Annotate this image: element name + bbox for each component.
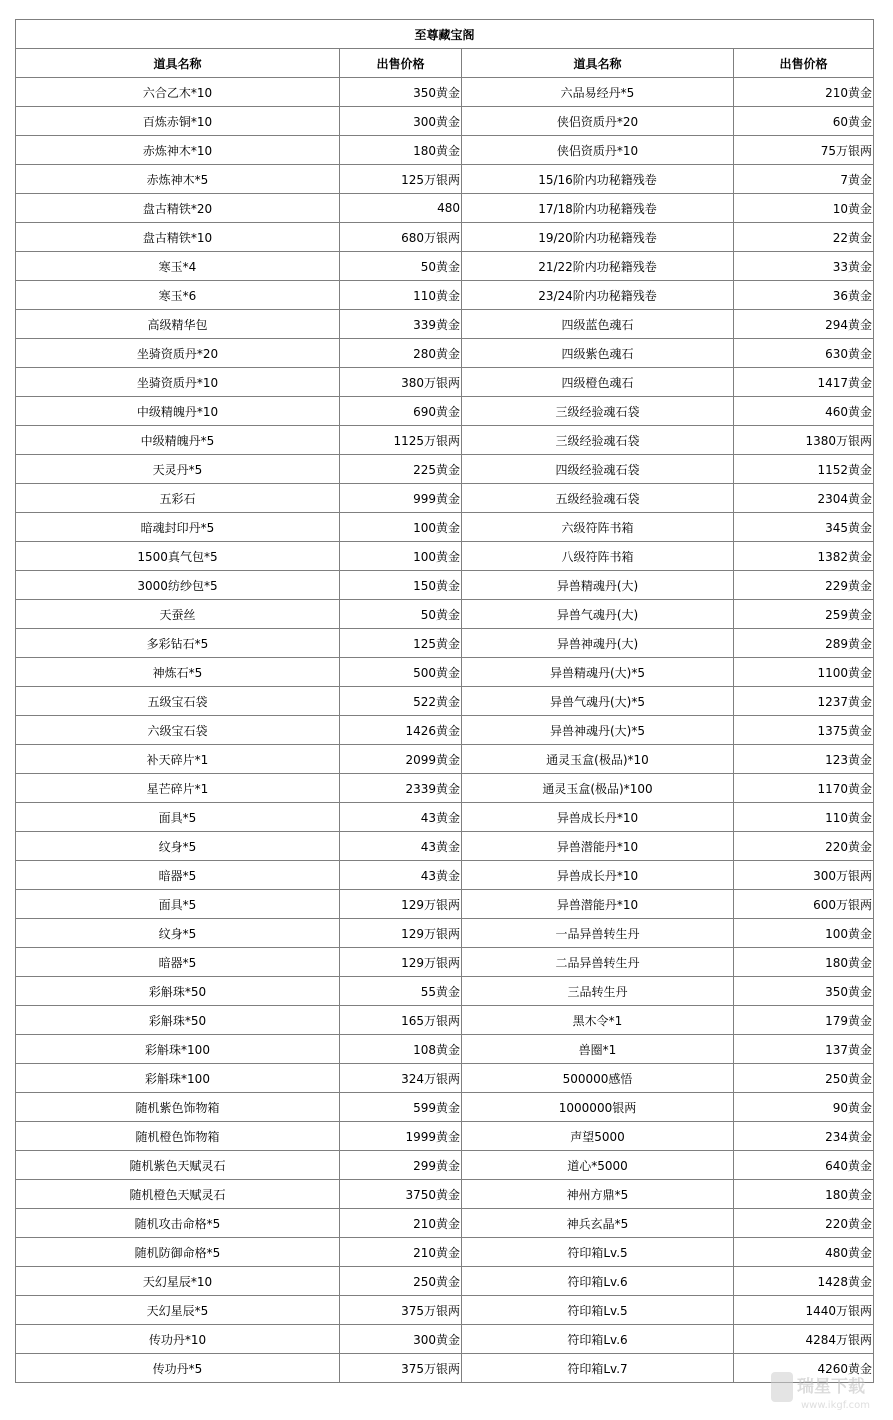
item-price-cell: 1152黄金 (734, 455, 874, 484)
table-row (16, 455, 874, 484)
item-name-cell: 符印箱Lv.6 (462, 1267, 734, 1296)
item-name-cell: 21/22阶内功秘籍残卷 (462, 252, 734, 281)
item-name-cell: 纹身*5 (16, 832, 340, 861)
item-name-cell: 异兽气魂丹(大) (462, 600, 734, 629)
item-price-cell: 375万银两 (340, 1296, 462, 1325)
item-name-cell: 高级精华包 (16, 310, 340, 339)
item-price-cell: 33黄金 (734, 252, 874, 281)
item-price-cell: 100黄金 (734, 919, 874, 948)
item-price-cell: 1382黄金 (734, 542, 874, 571)
item-name-cell: 异兽潜能丹*10 (462, 890, 734, 919)
item-price-cell: 300黄金 (340, 107, 462, 136)
table-body (16, 78, 874, 1383)
item-name-cell: 四级紫色魂石 (462, 339, 734, 368)
item-price-cell: 259黄金 (734, 600, 874, 629)
watermark-url: www.ikgf.com (801, 1400, 871, 1411)
item-name-cell: 随机紫色饰物箱 (16, 1093, 340, 1122)
item-price-cell: 522黄金 (340, 687, 462, 716)
item-name-cell: 彩斛珠*50 (16, 1006, 340, 1035)
item-price-cell: 210黄金 (340, 1238, 462, 1267)
item-price-cell: 1440万银两 (734, 1296, 874, 1325)
item-price-cell: 289黄金 (734, 629, 874, 658)
table-row (16, 1064, 874, 1093)
item-name-cell: 暗器*5 (16, 948, 340, 977)
item-price-cell: 137黄金 (734, 1035, 874, 1064)
item-name-cell: 侠侣资质丹*10 (462, 136, 734, 165)
item-name-cell: 随机防御命格*5 (16, 1238, 340, 1267)
item-price-cell: 600万银两 (734, 890, 874, 919)
table-row (16, 658, 874, 687)
item-price-cell: 179黄金 (734, 1006, 874, 1035)
item-name-cell: 1000000银两 (462, 1093, 734, 1122)
table-row (16, 774, 874, 803)
item-name-cell: 彩斛珠*50 (16, 977, 340, 1006)
item-price-cell: 129万银两 (340, 919, 462, 948)
item-price-cell: 500黄金 (340, 658, 462, 687)
table-row (16, 513, 874, 542)
item-price-cell: 125万银两 (340, 165, 462, 194)
item-name-cell: 四级蓝色魂石 (462, 310, 734, 339)
item-price-cell: 1237黄金 (734, 687, 874, 716)
item-price-cell: 380万银两 (340, 368, 462, 397)
item-price-cell: 324万银两 (340, 1064, 462, 1093)
item-name-cell: 符印箱Lv.6 (462, 1325, 734, 1354)
item-name-cell: 五彩石 (16, 484, 340, 513)
item-name-cell: 盘古精铁*10 (16, 223, 340, 252)
item-price-cell: 680万银两 (340, 223, 462, 252)
item-name-cell: 黑木令*1 (462, 1006, 734, 1035)
item-name-cell: 通灵玉盒(极品)*100 (462, 774, 734, 803)
table-row (16, 78, 874, 107)
item-price-cell: 55黄金 (340, 977, 462, 1006)
item-price-cell: 2304黄金 (734, 484, 874, 513)
item-name-cell: 神兵玄晶*5 (462, 1209, 734, 1238)
shop-price-table (15, 19, 874, 1383)
table-row (16, 716, 874, 745)
item-price-cell: 129万银两 (340, 890, 462, 919)
item-price-cell: 1100黄金 (734, 658, 874, 687)
table-row (16, 745, 874, 774)
item-name-cell: 彩斛珠*100 (16, 1064, 340, 1093)
item-price-cell: 1426黄金 (340, 716, 462, 745)
item-price-cell: 640黄金 (734, 1151, 874, 1180)
item-name-cell: 坐骑资质丹*20 (16, 339, 340, 368)
item-price-cell: 350黄金 (340, 78, 462, 107)
item-name-cell: 三级经验魂石袋 (462, 397, 734, 426)
table-row (16, 600, 874, 629)
item-price-cell: 2339黄金 (340, 774, 462, 803)
item-price-cell: 300万银两 (734, 861, 874, 890)
item-name-cell: 随机攻击命格*5 (16, 1209, 340, 1238)
item-price-cell: 229黄金 (734, 571, 874, 600)
item-price-cell: 480黄金 (734, 1238, 874, 1267)
table-row (16, 368, 874, 397)
item-name-cell: 彩斛珠*100 (16, 1035, 340, 1064)
item-name-cell: 道心*5000 (462, 1151, 734, 1180)
item-name-cell: 声望5000 (462, 1122, 734, 1151)
table-row (16, 832, 874, 861)
item-name-cell: 二品异兽转生丹 (462, 948, 734, 977)
item-price-cell: 100黄金 (340, 513, 462, 542)
item-price-cell: 50黄金 (340, 252, 462, 281)
item-name-cell: 符印箱Lv.7 (462, 1354, 734, 1383)
item-name-cell: 天蚕丝 (16, 600, 340, 629)
item-name-cell: 赤炼神木*10 (16, 136, 340, 165)
item-name-cell: 一品异兽转生丹 (462, 919, 734, 948)
item-price-cell: 234黄金 (734, 1122, 874, 1151)
item-name-cell: 异兽精魂丹(大)*5 (462, 658, 734, 687)
item-price-cell: 4284万银两 (734, 1325, 874, 1354)
item-price-cell: 125黄金 (340, 629, 462, 658)
item-price-cell: 599黄金 (340, 1093, 462, 1122)
item-price-cell: 43黄金 (340, 803, 462, 832)
table-row (16, 310, 874, 339)
item-name-cell: 多彩钻石*5 (16, 629, 340, 658)
item-price-cell: 10黄金 (734, 194, 874, 223)
table-row (16, 1296, 874, 1325)
table-row (16, 1151, 874, 1180)
item-price-cell: 294黄金 (734, 310, 874, 339)
item-price-cell: 129万银两 (340, 948, 462, 977)
item-name-cell: 中级精魄丹*10 (16, 397, 340, 426)
item-price-cell: 375万银两 (340, 1354, 462, 1383)
item-price-cell: 4260黄金 (734, 1354, 874, 1383)
item-price-cell: 36黄金 (734, 281, 874, 310)
item-name-cell: 异兽神魂丹(大)*5 (462, 716, 734, 745)
item-name-cell: 四级经验魂石袋 (462, 455, 734, 484)
item-name-cell: 神炼石*5 (16, 658, 340, 687)
table-row (16, 890, 874, 919)
item-name-cell: 1500真气包*5 (16, 542, 340, 571)
item-name-cell: 随机紫色天赋灵石 (16, 1151, 340, 1180)
item-price-cell: 7黄金 (734, 165, 874, 194)
item-name-cell: 面具*5 (16, 890, 340, 919)
header-item-name: 道具名称 (16, 49, 340, 78)
item-name-cell: 天幻星辰*5 (16, 1296, 340, 1325)
item-price-cell: 250黄金 (340, 1267, 462, 1296)
table-row (16, 339, 874, 368)
item-name-cell: 侠侣资质丹*20 (462, 107, 734, 136)
item-price-cell: 999黄金 (340, 484, 462, 513)
item-price-cell: 75万银两 (734, 136, 874, 165)
item-name-cell: 赤炼神木*5 (16, 165, 340, 194)
item-name-cell: 3000纺纱包*5 (16, 571, 340, 600)
item-name-cell: 异兽气魂丹(大)*5 (462, 687, 734, 716)
item-price-cell: 43黄金 (340, 861, 462, 890)
watermark-text: 瑞星下载 (797, 1377, 865, 1397)
item-price-cell: 1380万银两 (734, 426, 874, 455)
item-name-cell: 异兽精魂丹(大) (462, 571, 734, 600)
item-price-cell: 123黄金 (734, 745, 874, 774)
item-price-cell: 250黄金 (734, 1064, 874, 1093)
table-row (16, 397, 874, 426)
item-name-cell: 随机橙色天赋灵石 (16, 1180, 340, 1209)
table-row (16, 252, 874, 281)
item-name-cell: 异兽神魂丹(大) (462, 629, 734, 658)
item-price-cell: 2099黄金 (340, 745, 462, 774)
item-name-cell: 四级橙色魂石 (462, 368, 734, 397)
item-name-cell: 异兽成长丹*10 (462, 861, 734, 890)
item-name-cell: 神州方鼎*5 (462, 1180, 734, 1209)
item-name-cell: 19/20阶内功秘籍残卷 (462, 223, 734, 252)
item-price-cell: 300黄金 (340, 1325, 462, 1354)
item-name-cell: 随机橙色饰物箱 (16, 1122, 340, 1151)
table-row (16, 194, 874, 223)
item-name-cell: 17/18阶内功秘籍残卷 (462, 194, 734, 223)
item-price-cell: 299黄金 (340, 1151, 462, 1180)
item-name-cell: 符印箱Lv.5 (462, 1296, 734, 1325)
table-row (16, 571, 874, 600)
item-price-cell: 280黄金 (340, 339, 462, 368)
table-row (16, 281, 874, 310)
item-name-cell: 500000感悟 (462, 1064, 734, 1093)
item-name-cell: 面具*5 (16, 803, 340, 832)
item-name-cell: 五级经验魂石袋 (462, 484, 734, 513)
table-row (16, 919, 874, 948)
item-price-cell: 225黄金 (340, 455, 462, 484)
item-name-cell: 六合乙木*10 (16, 78, 340, 107)
item-price-cell: 630黄金 (734, 339, 874, 368)
item-price-cell: 60黄金 (734, 107, 874, 136)
item-price-cell: 165万银两 (340, 1006, 462, 1035)
item-name-cell: 补天碎片*1 (16, 745, 340, 774)
item-name-cell: 三品转生丹 (462, 977, 734, 1006)
item-name-cell: 六品易经丹*5 (462, 78, 734, 107)
item-price-cell: 480 (340, 194, 462, 223)
item-price-cell: 100黄金 (340, 542, 462, 571)
header-item-name: 道具名称 (462, 49, 734, 78)
table-row (16, 136, 874, 165)
item-name-cell: 六级宝石袋 (16, 716, 340, 745)
item-price-cell: 350黄金 (734, 977, 874, 1006)
table-row (16, 1267, 874, 1296)
item-price-cell: 220黄金 (734, 1209, 874, 1238)
item-price-cell: 1125万银两 (340, 426, 462, 455)
item-price-cell: 22黄金 (734, 223, 874, 252)
item-name-cell: 15/16阶内功秘籍残卷 (462, 165, 734, 194)
item-name-cell: 兽圈*1 (462, 1035, 734, 1064)
table-row (16, 1093, 874, 1122)
item-name-cell: 天灵丹*5 (16, 455, 340, 484)
item-name-cell: 异兽潜能丹*10 (462, 832, 734, 861)
item-price-cell: 1999黄金 (340, 1122, 462, 1151)
item-name-cell: 盘古精铁*20 (16, 194, 340, 223)
table-row (16, 165, 874, 194)
item-price-cell: 150黄金 (340, 571, 462, 600)
item-price-cell: 339黄金 (340, 310, 462, 339)
table-row (16, 977, 874, 1006)
table-row (16, 1180, 874, 1209)
table-row (16, 223, 874, 252)
item-name-cell: 天幻星辰*10 (16, 1267, 340, 1296)
table-row (16, 1238, 874, 1267)
item-price-cell: 1375黄金 (734, 716, 874, 745)
table-row (16, 542, 874, 571)
table-row (16, 1006, 874, 1035)
item-price-cell: 1170黄金 (734, 774, 874, 803)
header-sale-price: 出售价格 (734, 49, 874, 78)
table-row (16, 484, 874, 513)
item-name-cell: 符印箱Lv.5 (462, 1238, 734, 1267)
item-name-cell: 传功丹*5 (16, 1354, 340, 1383)
item-price-cell: 1428黄金 (734, 1267, 874, 1296)
item-price-cell: 3750黄金 (340, 1180, 462, 1209)
table-row (16, 803, 874, 832)
table-row (16, 426, 874, 455)
table-row (16, 861, 874, 890)
item-name-cell: 23/24阶内功秘籍残卷 (462, 281, 734, 310)
item-name-cell: 六级符阵书箱 (462, 513, 734, 542)
item-name-cell: 传功丹*10 (16, 1325, 340, 1354)
item-name-cell: 通灵玉盒(极品)*10 (462, 745, 734, 774)
header-sale-price: 出售价格 (340, 49, 462, 78)
item-price-cell: 180黄金 (734, 1180, 874, 1209)
table-row (16, 1209, 874, 1238)
item-name-cell: 异兽成长丹*10 (462, 803, 734, 832)
item-name-cell: 寒玉*6 (16, 281, 340, 310)
table-row (16, 687, 874, 716)
item-price-cell: 43黄金 (340, 832, 462, 861)
item-price-cell: 690黄金 (340, 397, 462, 426)
item-name-cell: 星芒碎片*1 (16, 774, 340, 803)
item-price-cell: 220黄金 (734, 832, 874, 861)
table-title: 至尊藏宝阁 (16, 20, 874, 49)
item-name-cell: 坐骑资质丹*10 (16, 368, 340, 397)
item-name-cell: 百炼赤铜*10 (16, 107, 340, 136)
table-row (16, 948, 874, 977)
item-price-cell: 108黄金 (340, 1035, 462, 1064)
table-row (16, 1035, 874, 1064)
item-name-cell: 纹身*5 (16, 919, 340, 948)
item-name-cell: 八级符阵书箱 (462, 542, 734, 571)
item-price-cell: 180黄金 (340, 136, 462, 165)
item-name-cell: 寒玉*4 (16, 252, 340, 281)
item-price-cell: 460黄金 (734, 397, 874, 426)
item-price-cell: 210黄金 (340, 1209, 462, 1238)
table-row (16, 1122, 874, 1151)
table-row (16, 1325, 874, 1354)
item-price-cell: 50黄金 (340, 600, 462, 629)
item-price-cell: 180黄金 (734, 948, 874, 977)
item-price-cell: 1417黄金 (734, 368, 874, 397)
table-row (16, 629, 874, 658)
item-name-cell: 中级精魄丹*5 (16, 426, 340, 455)
item-price-cell: 90黄金 (734, 1093, 874, 1122)
item-price-cell: 345黄金 (734, 513, 874, 542)
table-row (16, 107, 874, 136)
item-name-cell: 暗器*5 (16, 861, 340, 890)
item-price-cell: 110黄金 (734, 803, 874, 832)
item-name-cell: 暗魂封印丹*5 (16, 513, 340, 542)
item-price-cell: 110黄金 (340, 281, 462, 310)
table-row (16, 1354, 874, 1383)
item-name-cell: 五级宝石袋 (16, 687, 340, 716)
item-price-cell: 210黄金 (734, 78, 874, 107)
item-name-cell: 三级经验魂石袋 (462, 426, 734, 455)
